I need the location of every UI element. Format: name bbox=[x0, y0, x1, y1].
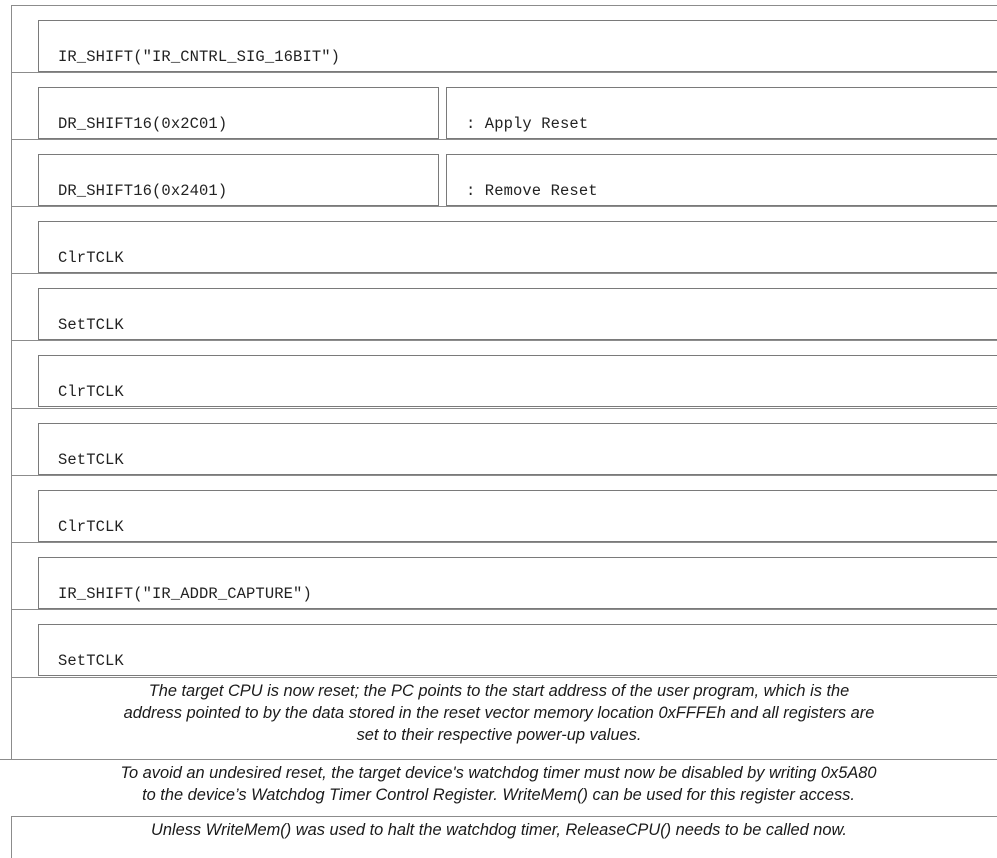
comment-text: : Apply Reset bbox=[466, 115, 589, 133]
comment-box bbox=[446, 87, 997, 139]
watchdog-note bbox=[0, 759, 997, 816]
step-row bbox=[11, 206, 997, 273]
step-row bbox=[11, 542, 997, 609]
release-note-text: Unless WriteMem() was used to halt the watchdog timer, ReleaseCPU() needs to be called now. bbox=[150, 821, 847, 839]
step-row bbox=[11, 408, 997, 475]
code-box bbox=[38, 423, 997, 475]
code-box bbox=[38, 87, 439, 139]
code-text: SetTCLK bbox=[58, 652, 124, 670]
code-box bbox=[38, 20, 997, 72]
step-row bbox=[11, 5, 997, 72]
step-row bbox=[11, 475, 997, 542]
code-text: IR_SHIFT("IR_CNTRL_SIG_16BIT") bbox=[58, 48, 341, 66]
reset-note bbox=[11, 677, 997, 759]
watchdog-note-text: To avoid an undesired reset, the target device's watchdog timer must now be disabled by writing 0x5A80 to the device’s Watchdog Timer Control Register. WriteMem() can be used for this register access. bbox=[120, 764, 877, 804]
code-text: IR_SHIFT("IR_ADDR_CAPTURE") bbox=[58, 585, 312, 603]
code-text: DR_SHIFT16(0x2C01) bbox=[58, 115, 228, 133]
step-row bbox=[11, 609, 997, 677]
code-box bbox=[38, 624, 997, 676]
step-row bbox=[11, 72, 997, 139]
step-row bbox=[11, 340, 997, 408]
code-box bbox=[38, 154, 439, 206]
code-box bbox=[38, 288, 997, 340]
code-box bbox=[38, 557, 997, 609]
reset-note-text: The target CPU is now reset; the PC points to the start address of the user program, which is the address pointed to by the data stored in the reset vector memory location 0xFFFEh and all registers are set to their respective power-up values. bbox=[123, 682, 875, 744]
code-text: ClrTCLK bbox=[58, 383, 124, 401]
code-box bbox=[38, 221, 997, 273]
step-row bbox=[11, 273, 997, 340]
code-box bbox=[38, 490, 997, 542]
comment-box bbox=[446, 154, 997, 206]
code-text: ClrTCLK bbox=[58, 518, 124, 536]
step-row bbox=[11, 139, 997, 206]
code-text: DR_SHIFT16(0x2401) bbox=[58, 182, 228, 200]
code-text: SetTCLK bbox=[58, 451, 124, 469]
comment-text: : Remove Reset bbox=[466, 182, 598, 200]
code-text: ClrTCLK bbox=[58, 249, 124, 267]
code-box bbox=[38, 355, 997, 407]
code-text: SetTCLK bbox=[58, 316, 124, 334]
release-note bbox=[11, 816, 997, 858]
